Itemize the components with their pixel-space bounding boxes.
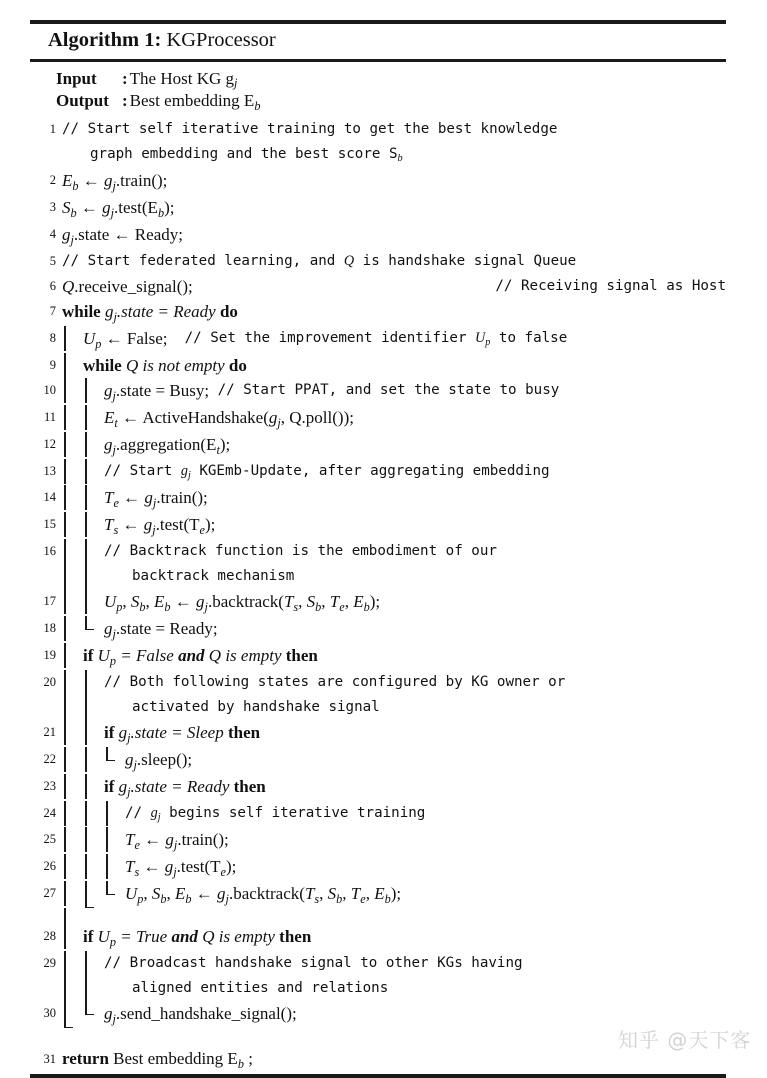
line-content <box>62 168 726 195</box>
indent-guide <box>62 854 83 879</box>
line-content <box>62 378 726 405</box>
indent-guide <box>62 827 83 852</box>
inline-comment: // Set the improvement identifier $U_p$ to false <box>184 330 568 348</box>
indent-guide <box>62 951 83 976</box>
indent-guide <box>83 485 104 510</box>
indent-guide <box>83 378 104 403</box>
line-number: 23 <box>43 779 56 794</box>
input-row: Input : The Host KG $g_j$ <box>56 68 238 90</box>
comment-text: // Start $g_j$ KGEmb-Update, after aggregating embedding <box>104 463 550 481</box>
indent-guide-foot <box>83 908 104 924</box>
code-text: $T_e$ ← $g_j.train()$; <box>125 830 229 852</box>
line-content <box>62 222 726 249</box>
comment-text: // Start self iterative training to get the best knowledge <box>62 121 558 138</box>
line-number: 6 <box>49 279 56 294</box>
line-content <box>62 589 726 616</box>
line-number: 30 <box>43 1006 56 1021</box>
code-text: while $g_j.state$ = Ready do <box>62 302 238 324</box>
code-text: $T_s$ ← $g_j.test(T_e)$; <box>104 515 216 537</box>
comment-text: activated by handshake signal <box>132 699 380 716</box>
line-number: 4 <box>49 227 56 242</box>
line-content <box>62 924 726 951</box>
indent-guide <box>83 670 104 695</box>
line-number: 8 <box>49 331 56 346</box>
input-value: The Host KG $g_j$ <box>129 68 238 90</box>
indent-guide <box>83 405 104 430</box>
algorithm-line <box>30 249 726 274</box>
comment-text: // Start federated learning, and Q is handshake signal Queue <box>62 253 577 270</box>
indent-guide <box>83 720 104 745</box>
line-number: 24 <box>43 806 56 821</box>
code-text: $T_e$ ← $g_j.train()$; <box>104 488 208 510</box>
trailing-comment: // Receiving signal as Host <box>495 278 726 295</box>
algorithm-line <box>30 459 726 485</box>
line-number: 2 <box>49 173 56 188</box>
code-text: $T_s$ ← $g_j.test(T_e)$; <box>125 857 237 879</box>
line-content <box>62 827 726 854</box>
line-number: 29 <box>43 956 56 971</box>
line-number: 26 <box>43 859 56 874</box>
line-number: 9 <box>49 358 56 373</box>
line-content <box>62 485 726 512</box>
comment-text: aligned entities and relations <box>132 980 389 997</box>
line-content <box>62 695 726 720</box>
line-content <box>62 432 726 459</box>
line-number: 17 <box>43 594 56 609</box>
algorithm-name: KGProcessor <box>166 29 276 51</box>
output-row: Output : Best embedding $E_b$ <box>56 91 261 113</box>
algorithm-line <box>30 670 726 695</box>
block-close-row <box>30 908 726 924</box>
algorithm-line <box>30 720 726 747</box>
algorithm-line <box>30 168 726 195</box>
code-text: $S_b$ ← $g_j.test(E_b)$; <box>62 198 175 220</box>
line-content <box>62 616 726 643</box>
indent-guide <box>62 747 83 772</box>
line-content <box>62 512 726 539</box>
indent-guide <box>83 695 104 720</box>
indent-guide <box>83 564 104 589</box>
algorithm-line <box>30 564 726 589</box>
algorithm-line <box>30 774 726 801</box>
indent-guide <box>83 774 104 799</box>
indent-guide <box>62 512 83 537</box>
indent-guide <box>62 378 83 403</box>
comment-text: backtrack mechanism <box>132 568 295 585</box>
algorithm-line <box>30 695 726 720</box>
comment-text: // Backtrack function is the embodiment of our <box>104 543 497 560</box>
indent-guide <box>62 353 83 378</box>
algorithm-line <box>30 432 726 459</box>
line-number: 18 <box>43 621 56 636</box>
indent-guide-end <box>83 1001 104 1026</box>
io-block <box>30 62 726 116</box>
line-content <box>62 854 726 881</box>
algorithm-line <box>30 881 726 908</box>
indent-guide <box>62 924 83 949</box>
line-content <box>62 747 726 774</box>
output-value: Best embedding $E_b$ <box>129 91 261 113</box>
indent-guide <box>83 854 104 879</box>
code-text: $U_p$, $S_b$, $E_b$ ← $g_j.backtrack(T_s$, $S_b$, $T_e$, $E_b$); <box>125 884 402 906</box>
comment-text: graph embedding and the best score $S_b$ <box>90 146 403 164</box>
line-number: 27 <box>43 886 56 901</box>
algorithm-line <box>30 924 726 951</box>
indent-guide <box>62 774 83 799</box>
algorithm-line <box>30 854 726 881</box>
indent-guide-end <box>104 881 125 906</box>
line-content <box>62 117 726 142</box>
algorithm-line <box>30 616 726 643</box>
algorithm-line <box>30 539 726 564</box>
code-text: while Q is not empty do <box>83 356 247 376</box>
indent-guide <box>62 976 83 1001</box>
indent-guide <box>83 459 104 484</box>
indent-guide <box>83 976 104 1001</box>
output-label: Output <box>56 91 109 111</box>
indent-guide <box>62 881 83 906</box>
line-content <box>62 564 726 589</box>
algorithm-line <box>30 643 726 670</box>
algorithm-line <box>30 326 726 353</box>
code-text: $g_j.send\_handshake\_signal()$; <box>104 1004 297 1026</box>
inline-comment: // Start PPAT, and set the state to busy <box>217 382 560 399</box>
algorithm-line <box>30 117 726 142</box>
code-text: $g_j.sleep()$; <box>125 750 193 772</box>
line-content <box>62 249 726 274</box>
algorithm-caption <box>30 24 726 59</box>
line-number: 10 <box>43 383 56 398</box>
algorithm-line <box>30 222 726 249</box>
indent-guide <box>62 459 83 484</box>
indent-guide <box>62 539 83 564</box>
indent-guide <box>104 801 125 826</box>
algorithm-line <box>30 589 726 616</box>
line-number: 20 <box>43 675 56 690</box>
line-number: 22 <box>43 752 56 767</box>
algorithm-block <box>30 20 726 1078</box>
indent-guide <box>83 827 104 852</box>
input-label: Input <box>56 68 97 88</box>
indent-guide <box>83 801 104 826</box>
indent-guide <box>62 670 83 695</box>
line-number: 1 <box>49 122 56 137</box>
indent-guide <box>62 564 83 589</box>
code-text: if $g_j.state$ = Ready then <box>104 777 266 799</box>
code-text: $g_j.state$ ← Ready; <box>62 225 183 247</box>
indent-guide <box>83 951 104 976</box>
comment-text: // Both following states are configured by KG owner or <box>104 674 566 691</box>
line-content <box>62 459 726 485</box>
indent-guide <box>83 512 104 537</box>
bottom-rule <box>30 1074 726 1078</box>
line-content <box>62 670 726 695</box>
indent-guide <box>62 485 83 510</box>
line-content <box>62 539 726 564</box>
algorithm-line <box>30 512 726 539</box>
code-text: if $U_p$ = True and Q is empty then <box>83 927 312 949</box>
caption-separator: : <box>154 29 162 51</box>
line-number: 21 <box>43 725 56 740</box>
indent-guide <box>62 695 83 720</box>
line-number: 15 <box>43 517 56 532</box>
line-number: 5 <box>49 254 56 269</box>
indent-guide <box>62 643 83 668</box>
indent-guide <box>83 589 104 614</box>
line-number: 11 <box>43 410 56 425</box>
algorithm-line <box>30 378 726 405</box>
code-text: $E_t$ ← $ActiveHandshake(g_j$, Q.poll()); <box>104 408 354 430</box>
algorithm-line <box>30 195 726 222</box>
indent-guide <box>83 432 104 457</box>
code-text: return Best embedding $E_b$ ; <box>62 1049 253 1071</box>
algorithm-line <box>30 747 726 774</box>
line-content <box>62 881 726 908</box>
code-text: $g_j.state$ = Busy; <box>104 381 210 403</box>
line-content <box>62 299 726 326</box>
line-content <box>62 643 726 670</box>
line-number: 31 <box>43 1052 56 1067</box>
comment-text: // $g_j$ begins self iterative training <box>125 805 426 823</box>
line-content <box>62 951 726 976</box>
algorithm-body <box>30 115 726 1074</box>
algorithm-line <box>30 951 726 976</box>
indent-guide <box>104 854 125 879</box>
line-content <box>62 774 726 801</box>
algorithm-line <box>30 827 726 854</box>
code-text: $E_b$ ← $g_j.train()$; <box>62 171 168 193</box>
indent-guide <box>62 720 83 745</box>
indent-guide-foot <box>62 1028 83 1045</box>
algorithm-line <box>30 142 726 168</box>
indent-guide <box>62 432 83 457</box>
indent-guide <box>83 747 104 772</box>
line-content <box>62 720 726 747</box>
line-content <box>62 195 726 222</box>
line-content <box>62 274 726 299</box>
code-text: $U_p$, $S_b$, $E_b$ ← $g_j.backtrack(T_s$, $S_b$, $T_e$, $E_b$); <box>104 592 381 614</box>
line-number: 19 <box>43 648 56 663</box>
indent-guide <box>62 801 83 826</box>
line-number: 14 <box>43 490 56 505</box>
indent-guide-end <box>83 616 104 641</box>
line-number: 3 <box>49 200 56 215</box>
algorithm-line <box>30 801 726 827</box>
line-number: 28 <box>43 929 56 944</box>
indent-guide <box>62 616 83 641</box>
line-number: 25 <box>43 832 56 847</box>
line-content <box>62 353 726 378</box>
line-number: 16 <box>43 544 56 559</box>
comment-text: // Broadcast handshake signal to other KGs having <box>104 955 523 972</box>
code-text: $U_p$ ← False; <box>83 329 168 351</box>
algorithm-line <box>30 274 726 299</box>
code-text: $g_j.state$ = Ready; <box>104 619 218 641</box>
line-content <box>62 405 726 432</box>
line-number: 13 <box>43 464 56 479</box>
algorithm-line <box>30 485 726 512</box>
line-number: 12 <box>43 437 56 452</box>
code-text: Q.receive_signal(); <box>62 277 193 297</box>
line-content <box>62 908 726 924</box>
indent-guide <box>62 589 83 614</box>
indent-guide <box>62 326 83 351</box>
indent-guide <box>83 539 104 564</box>
indent-guide <box>62 405 83 430</box>
code-text: $g_j.aggregation(E_t)$; <box>104 435 231 457</box>
line-content <box>62 801 726 827</box>
algorithm-line <box>30 405 726 432</box>
code-text: if $U_p$ = False and Q is empty then <box>83 646 318 668</box>
indent-guide <box>62 908 83 924</box>
line-number: 7 <box>49 304 56 319</box>
code-text: if $g_j.state$ = Sleep then <box>104 723 261 745</box>
algorithm-label: Algorithm 1 <box>48 29 155 51</box>
line-content <box>62 976 726 1001</box>
algorithm-line <box>30 353 726 378</box>
indent-guide <box>104 827 125 852</box>
algorithm-line <box>30 976 726 1001</box>
line-content <box>62 142 726 168</box>
algorithm-line <box>30 299 726 326</box>
indent-guide-end <box>104 747 125 772</box>
line-content <box>62 326 726 353</box>
watermark: 知乎 @天下客 <box>618 1028 752 1052</box>
